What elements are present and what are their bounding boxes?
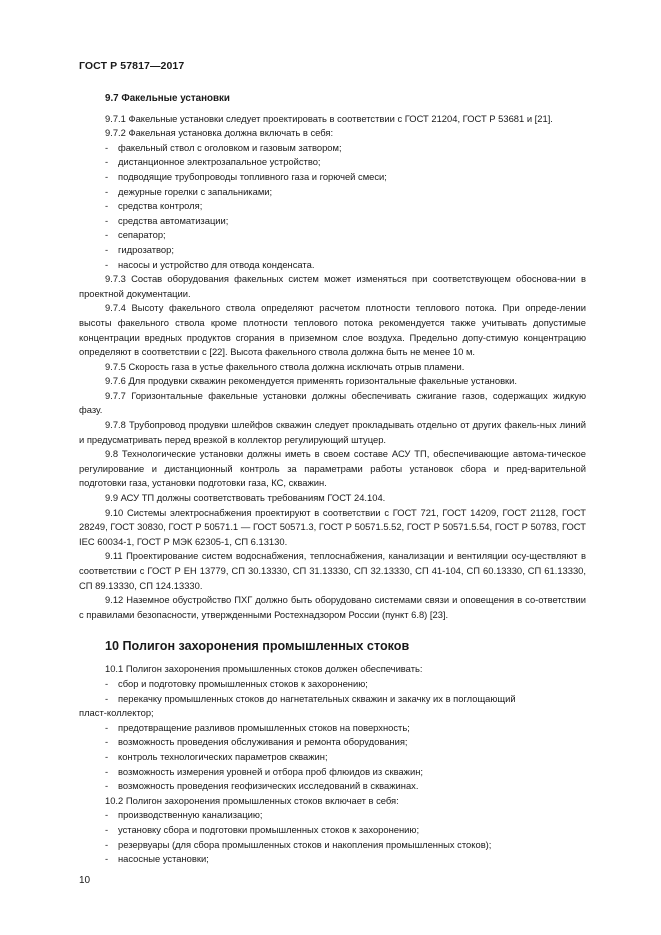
paragraph-9-7-1: 9.7.1 Факельные установки следует проектировать в соответствии с ГОСТ 21204, ГОСТ Р 53681 и [21]. [105, 112, 553, 124]
list-item: - установку сбора и подготовки промышленных стоков к захоронению; [105, 823, 420, 835]
paragraph-9-12: 9.12 Наземное обустройство ПХГ должно быть оборудовано системами связи и оповещения в со-ответствии с правилами безопасности, утвержденными Ростехнадзором России (пункт 6.8) [23]. [79, 594, 586, 620]
page-number: 10 [79, 875, 91, 886]
list-item: - возможность проведения геофизических исследований в скважинах. [105, 780, 419, 792]
paragraph-9-7-8: 9.7.8 Трубопровод продувки шлейфов скважин следует прокладывать отдельно от других факель-ных линий и предусматривать перед врезкой в коллектор регулирующий штуцер. [79, 419, 586, 445]
list-item: - сбор и подготовку промышленных стоков к захоронению; [105, 677, 368, 689]
list-item: - подводящие трубопроводы топливного газа и горючей смеси; [105, 170, 387, 182]
list-item: - средства контроля; [105, 200, 203, 212]
paragraph-9-10: 9.10 Системы электроснабжения проектируют в соответствии с ГОСТ 721, ГОСТ 14209, ГОСТ 21128, ГОСТ 28249, ГОСТ 30830, ГОСТ Р 50571.1 — ГОСТ 50571.3, ГОСТ Р 50571.5.52, ГОСТ Р 50571.5.54, ГОСТ Р 50783, ГОСТ IEC 60034-1, ГОСТ Р МЭК 62305-1, СП 6.13130. [79, 506, 586, 547]
paragraph-9-7-2: 9.7.2 Факельная установка должна включать в себя: [105, 127, 334, 139]
list-item: - производственную канализацию; [105, 809, 263, 821]
list-item-continuation: пласт-коллектор; [79, 707, 154, 719]
document-header: ГОСТ Р 57817—2017 [79, 60, 185, 72]
paragraph-9-7-4: 9.7.4 Высоту факельного ствола определяют расчетом плотности теплового потока. При опреде-лении высоты факельного ствола кроме плотности теплового потока рекомендуется также учитывать допустимые концентрации вредных продуктов сгорания в приземном слое воздуха. Предельно допу-стимую концентрацию определяют в соответствии с [22]. Высота факельного ствола должна быть не менее 10 м. [79, 302, 586, 358]
list-item: - перекачку промышленных стоков до нагнетательных скважин и закачку их в поглощающий [105, 692, 516, 704]
list-item: - насосы и устройство для отвода конденсата. [105, 258, 315, 270]
list-item: - средства автоматизации; [105, 214, 229, 226]
paragraph-9-7-5: 9.7.5 Скорость газа в устье факельного ствола должна исключать отрыв пламени. [105, 360, 465, 372]
section-10-title: 10 Полигон захоронения промышленных стоков [105, 639, 410, 654]
list-10-2 [79, 808, 586, 866]
list-item: - сепаратор; [105, 229, 166, 241]
list-9-7-2 [79, 141, 586, 272]
section-9-7-title: 9.7 Факельные установки [105, 93, 230, 104]
list-10-1 [79, 677, 586, 794]
paragraph-9-7-3: 9.7.3 Состав оборудования факельных систем может изменяться при соответствующем обоснова-нии в проектной документации. [79, 273, 586, 299]
paragraph-9-11: 9.11 Проектирование систем водоснабжения, теплоснабжения, канализации и вентиляции осу-ществляют в соответствии с ГОСТ Р ЕН 13779, СП 30.13330, СП 31.13330, СП 32.13330, СП 41-104, СП 60.13330, СП 61.13330, СП 89.13330, СП 124.13330. [79, 550, 586, 591]
list-item: - резервуары (для сбора промышленных стоков и накопления промышленных стоков); [105, 838, 492, 850]
paragraph-9-8: 9.8 Технологические установки должны иметь в своем составе АСУ ТП, обеспечивающие автома-тическое регулирование и дистанционный контроль за параметрами работы установок сбора и пред-варительной подготовки газа, установки подготовки газа, КС, скважин. [79, 448, 586, 489]
paragraph-9-9: 9.9 АСУ ТП должны соответствовать требованиям ГОСТ 24.104. [105, 492, 386, 504]
list-item: - дежурные горелки с запальниками; [105, 185, 273, 197]
paragraph-9-7-7: 9.7.7 Горизонтальные факельные установки должны обеспечивать сжигание газов, содержащих жидкую фазу. [79, 389, 586, 416]
paragraph-10-1: 10.1 Полигон захоронения промышленных стоков должен обеспечивать: [105, 663, 423, 675]
list-item: - гидрозатвор; [105, 243, 174, 255]
page-content [79, 92, 586, 867]
list-item: - возможность измерения уровней и отбора проб флюидов из скважин; [105, 765, 423, 777]
paragraph-10-2: 10.2 Полигон захоронения промышленных стоков включает в себя: [105, 794, 399, 806]
list-item: - факельный ствол с оголовком и газовым затвором; [105, 141, 342, 153]
list-item: - возможность проведения обслуживания и ремонта оборудования; [105, 736, 408, 748]
list-item: - контроль технологических параметров скважин; [105, 750, 328, 762]
list-item: - насосные установки; [105, 853, 209, 865]
list-item: - дистанционное электрозапальное устройство; [105, 156, 321, 168]
list-item: - предотвращение разливов промышленных стоков на поверхность; [105, 721, 410, 733]
paragraph-9-7-6: 9.7.6 Для продувки скважин рекомендуется применять горизонтальные факельные установки. [105, 375, 517, 387]
